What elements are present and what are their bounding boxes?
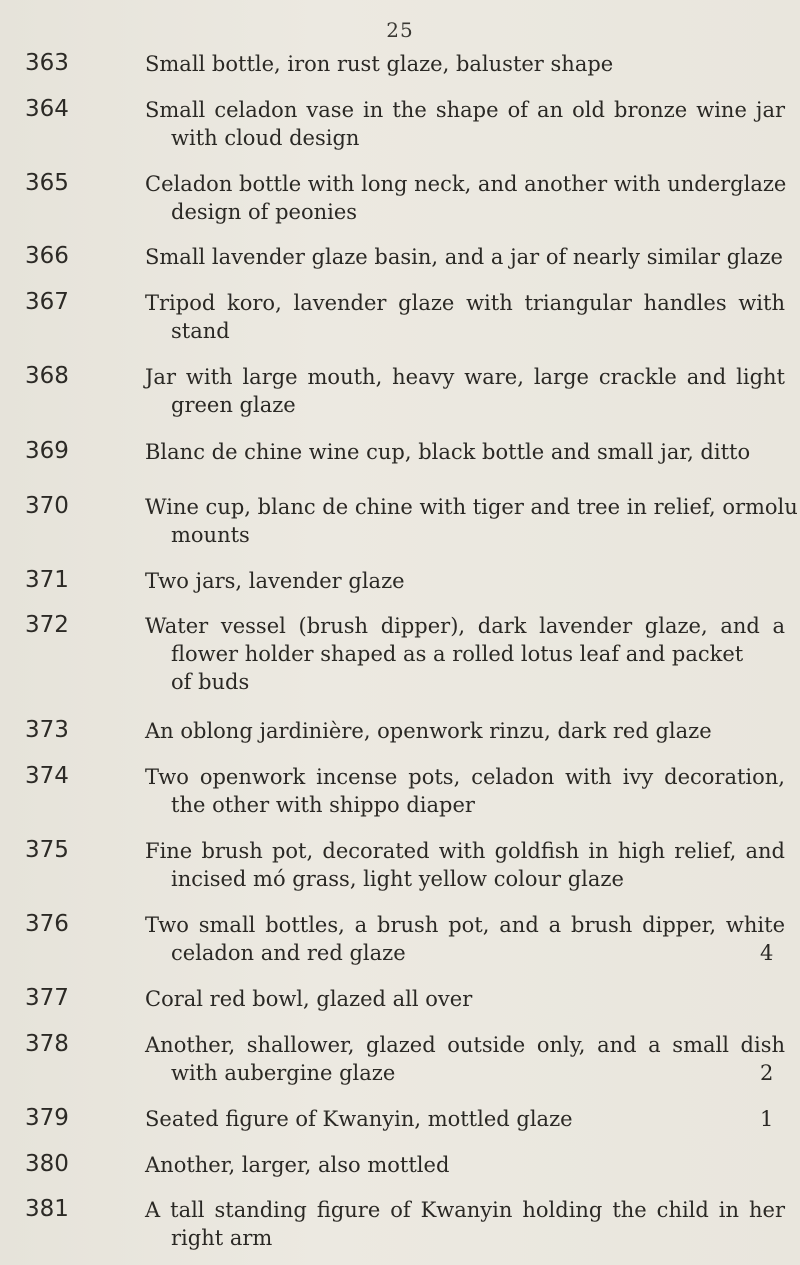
lot-number: 378 xyxy=(25,1031,69,1057)
lot-description xyxy=(145,1196,785,1252)
lot-number: 375 xyxy=(25,837,69,863)
description-continuation: with cloud design xyxy=(171,126,360,150)
lot-description xyxy=(145,438,785,466)
lot-quantity: 4 xyxy=(760,941,774,965)
lot-description xyxy=(145,289,785,345)
description-line: Small bottle, iron rust glaze, baluster shape xyxy=(145,52,614,76)
description-continuation: green glaze xyxy=(171,393,296,417)
description-continuation: incised mó grass, light yellow colour glaze xyxy=(171,867,624,891)
lot-description xyxy=(145,170,785,226)
lot-number: 381 xyxy=(25,1196,69,1222)
lot-number: 373 xyxy=(25,717,69,743)
lot-number: 374 xyxy=(25,763,69,789)
description-continuation: design of peonies xyxy=(171,200,358,224)
description-line: Coral red bowl, glazed all over xyxy=(145,987,473,1011)
lot-description xyxy=(145,243,785,271)
lot-number: 367 xyxy=(25,289,69,315)
description-line: Two jars, lavender glaze xyxy=(145,569,405,593)
description-line: Two small bottles, a brush pot, and a brush dipper, white xyxy=(145,913,785,937)
lot-number: 366 xyxy=(25,243,69,269)
lot-number: 371 xyxy=(25,567,69,593)
description-line: Seated figure of Kwanyin, mottled glaze xyxy=(145,1107,573,1131)
description-line: Blanc de chine wine cup, black bottle and small jar, ditto xyxy=(145,440,751,464)
lot-description xyxy=(145,717,785,745)
lot-description xyxy=(145,837,785,893)
description-line: Small lavender glaze basin, and a jar of nearly similar glaze xyxy=(145,245,783,269)
description-line: Celadon bottle with long neck, and another with underglaze xyxy=(145,172,787,196)
lot-number: 379 xyxy=(25,1105,69,1131)
lot-description xyxy=(145,493,798,549)
lot-quantity: 2 xyxy=(760,1061,774,1085)
description-line: Jar with large mouth, heavy ware, large crackle and light xyxy=(145,365,785,389)
description-continuation: with aubergine glaze xyxy=(171,1061,396,1085)
lot-description xyxy=(145,363,785,419)
description-line: Another, larger, also mottled xyxy=(145,1153,450,1177)
description-line: Another, shallower, glazed outside only, and a small dish xyxy=(145,1033,785,1057)
lot-description xyxy=(145,763,785,819)
lot-description xyxy=(145,1031,785,1087)
lot-description xyxy=(145,911,785,967)
description-line: Wine cup, blanc de chine with tiger and tree in relief, ormolu xyxy=(145,495,798,519)
description-line: Two openwork incense pots, celadon with ivy decoration, xyxy=(145,765,785,789)
lot-number: 368 xyxy=(25,363,69,389)
description-line: A tall standing figure of Kwanyin holding the child in her xyxy=(145,1198,785,1222)
lot-number: 365 xyxy=(25,170,69,196)
lot-description xyxy=(145,567,785,595)
description-continuation: flower holder shaped as a rolled lotus leaf and packet xyxy=(171,642,744,666)
description-continuation: of buds xyxy=(171,670,250,694)
lot-number: 376 xyxy=(25,911,69,937)
description-line: An oblong jardinière, openwork rinzu, dark red glaze xyxy=(145,719,712,743)
lot-description xyxy=(145,985,785,1013)
lot-number: 377 xyxy=(25,985,69,1011)
description-continuation: right arm xyxy=(171,1226,273,1250)
lot-number: 380 xyxy=(25,1151,69,1177)
lot-number: 364 xyxy=(25,96,69,122)
lot-number: 370 xyxy=(25,493,69,519)
description-continuation: the other with shippo diaper xyxy=(171,793,475,817)
page-number: 25 xyxy=(386,18,414,42)
lot-number: 372 xyxy=(25,612,69,638)
lot-description xyxy=(145,50,785,78)
description-continuation: mounts xyxy=(171,523,250,547)
description-line: Tripod koro, lavender glaze with triangular handles with xyxy=(145,291,785,315)
lot-description xyxy=(145,96,785,152)
lot-description xyxy=(145,1151,785,1179)
lot-description xyxy=(145,612,785,696)
description-line: Water vessel (brush dipper), dark lavender glaze, and a xyxy=(145,614,785,638)
lot-number: 369 xyxy=(25,438,69,464)
lot-quantity: 1 xyxy=(760,1107,774,1131)
description-line: Fine brush pot, decorated with goldfish in high relief, and xyxy=(145,839,785,863)
description-continuation: stand xyxy=(171,319,230,343)
lot-number: 363 xyxy=(25,50,69,76)
lot-description xyxy=(145,1105,785,1133)
description-line: Small celadon vase in the shape of an old bronze wine jar xyxy=(145,98,785,122)
description-continuation: celadon and red glaze xyxy=(171,941,406,965)
